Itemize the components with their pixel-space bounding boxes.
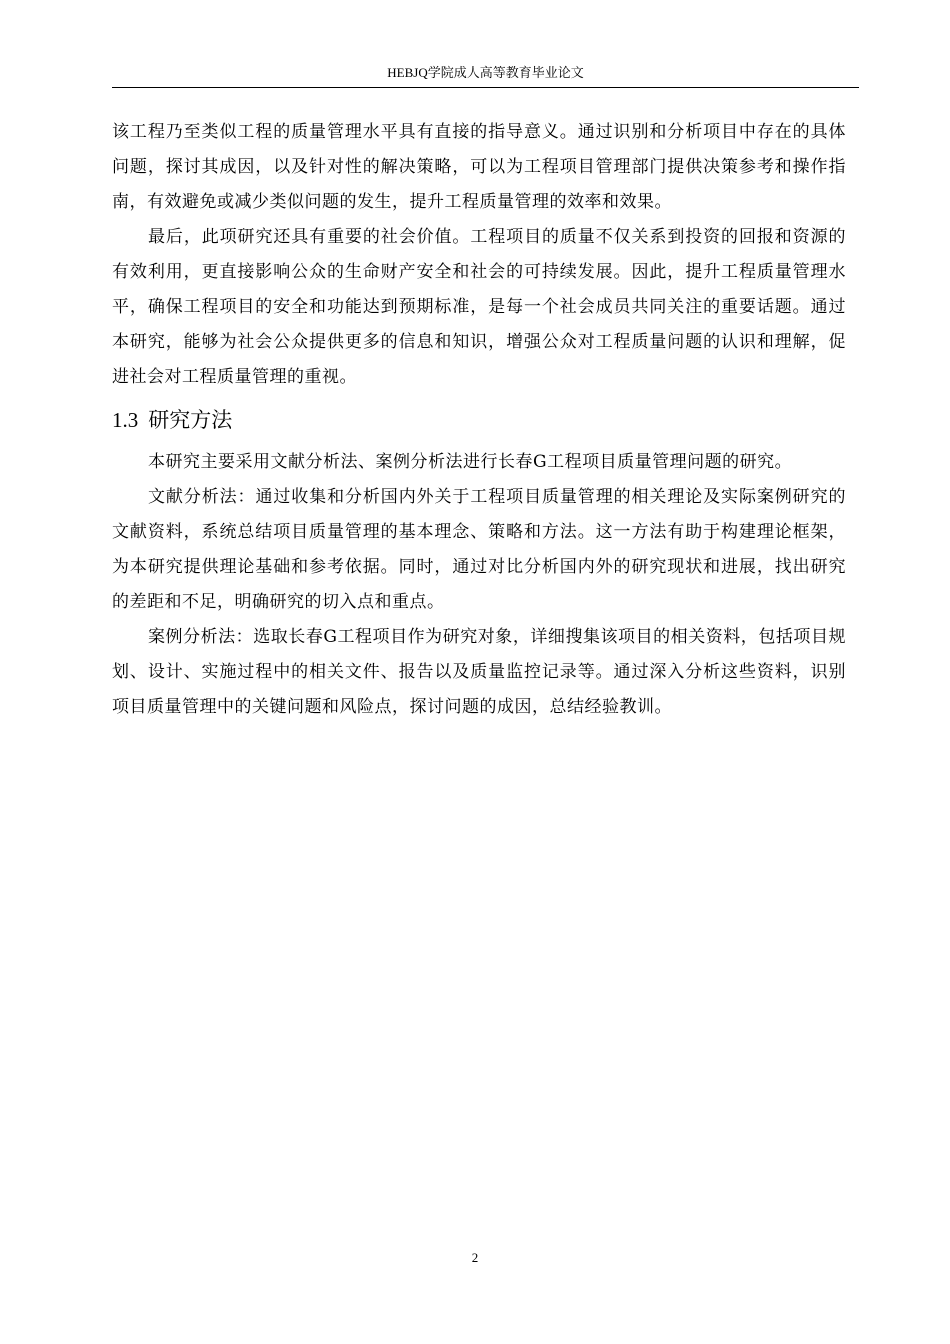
section-heading bbox=[112, 395, 846, 445]
page-number: 2 bbox=[471, 1250, 479, 1265]
paragraph-literature-method: 文献分析法：通过收集和分析国内外关于工程项目质量管理的相关理论及实际案例研究的文献资料，系统总结项目质量管理的基本理念、策略和方法。这一方法有助于构建理论框架，为本研究提供理论基础和参考依据。同时，通过对比分析国内外的研究现状和进展，找出研究的差距和不足，明确研究的切入点和重点。 bbox=[112, 487, 846, 612]
paragraph-case-method: 案例分析法：选取长春G工程项目作为研究对象，详细搜集该项目的相关资料，包括项目规划、设计、实施过程中的相关文件、报告以及质量监控记录等。通过深入分析这些资料，识别项目质量管理中的关键问题和风险点，探讨问题的成因，总结经验教训。 bbox=[112, 627, 846, 717]
paragraph-social-value: 最后，此项研究还具有重要的社会价值。工程项目的质量不仅关系到投资的回报和资源的有效利用，更直接影响公众的生命财产安全和社会的可持续发展。因此，提升工程质量管理水平，确保工程项目的安全和功能达到预期标准，是每一个社会成员共同关注的重要话题。通过本研究，能够为社会公众提供更多的信息和知识，增强公众对工程质量问题的认识和理解，促进社会对工程质量管理的重视。 bbox=[112, 227, 846, 387]
running-header: HEBJQ学院成人高等教育毕业论文 bbox=[387, 65, 584, 80]
section-number: 1.3 bbox=[112, 408, 139, 432]
header-rule bbox=[112, 87, 859, 88]
body-text bbox=[112, 115, 846, 725]
paragraph-methods-intro: 本研究主要采用文献分析法、案例分析法进行长春G工程项目质量管理问题的研究。 bbox=[148, 452, 793, 472]
section-title: 研究方法 bbox=[148, 408, 233, 432]
paragraph-continued: 该工程乃至类似工程的质量管理水平具有直接的指导意义。通过识别和分析项目中存在的具体问题，探讨其成因，以及针对性的解决策略，可以为工程项目管理部门提供决策参考和操作指南，有效避免或减少类似问题的发生，提升工程质量管理的效率和效果。 bbox=[112, 122, 846, 212]
